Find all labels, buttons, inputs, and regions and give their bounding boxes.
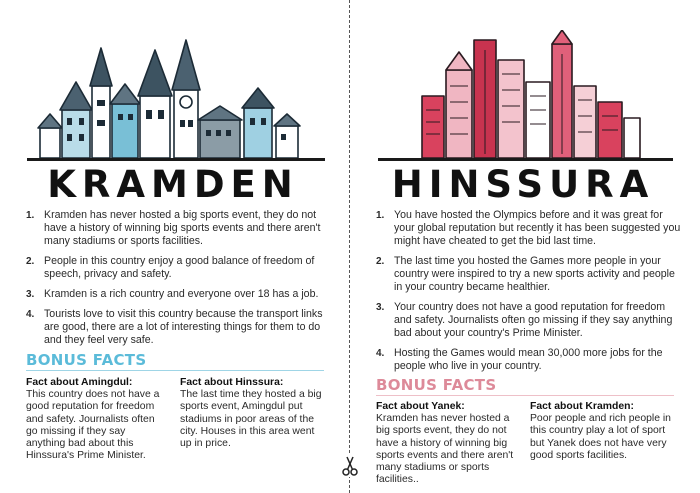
country-title: KRAMDEN	[47, 163, 299, 206]
fact-text: Kramden is a rich country and everyone over 18 has a job.	[44, 288, 319, 300]
hinssura-card	[350, 0, 700, 493]
bonus-divider	[376, 395, 674, 396]
country-title: HINSSURA	[391, 163, 655, 206]
fact-text: Tourists love to visit this country because the transport links are good, there are a lot of interesting things for them to do and they feel very safe.	[44, 308, 323, 346]
fact-item: 4. Tourists love to visit this country because the transport links are good, there are a lot of interesting things for them to do and they feel very safe.	[26, 308, 323, 346]
fact-item: 3. Your country does not have a good reputation for freedom and safety. Journalists often go missing if they say anything bad about your country's Prime Minister.	[376, 301, 673, 339]
fact-text: The last time you hosted the Games more people in your country were inspired to try a new sports activity and people in your country became healthier.	[394, 255, 675, 293]
bonus-fact-heading: Fact about Amingdul:	[26, 377, 133, 388]
fact-item: 1. You have hosted the Olympics before and it was great for your global reputation but recently it has been suggested you might have cheated to get the bid last time.	[376, 209, 681, 247]
bonus-fact-text: Poor people and rich people in this country play a lot of sport but Yanek does not have very good sports facilities.	[530, 413, 671, 461]
bonus-fact-text: The last time they hosted a big sports event, Amingdul put stadiums in poor areas of the city. Houses in this area went up in price.	[180, 389, 322, 450]
bonus-divider	[26, 370, 324, 371]
fact-item: 3. Kramden is a rich country and everyone over 18 has a job.	[26, 288, 319, 300]
bonus-fact	[26, 377, 166, 462]
bonus-fact-heading: Fact about Kramden:	[530, 401, 634, 412]
modern-city-skyline-illustration	[350, 30, 700, 160]
bonus-facts-title: BONUS FACTS	[376, 376, 497, 394]
fact-item: 2. People in this country enjoy a good balance of freedom of speech, privacy and safety.	[26, 255, 315, 280]
fact-text: You have hosted the Olympics before and it was great for your global reputation but recently it has been suggested you might have cheated to get the bid last time.	[394, 209, 681, 247]
skyline-ground-line	[378, 158, 673, 161]
fact-item: 2. The last time you hosted the Games more people in your country were inspired to try a new sports activity and people in your country became healthier.	[376, 255, 675, 293]
bonus-fact-text: Kramden has never hosted a big sports event, they do not have a history of winning big sports events and there aren't many stadiums or sports facilities..	[376, 413, 514, 486]
fact-text: Kramden has never hosted a big sports event, they do not have a history of winning big sports events and there aren't many stadiums or sports facilities.	[44, 209, 321, 247]
fact-item: 4. Hosting the Games would mean 30,000 more jobs for the people who live in your country.	[376, 347, 663, 372]
bonus-fact	[530, 401, 675, 462]
fact-item: 1. Kramden has never hosted a big sports event, they do not have a history of winning big sports events and there aren't many stadiums or sports facilities.	[26, 209, 321, 247]
fact-text: Hosting the Games would mean 30,000 more jobs for the people who live in your country.	[394, 347, 663, 372]
bonus-fact-heading: Fact about Hinssura:	[180, 377, 284, 388]
fact-list	[26, 209, 331, 354]
bonus-fact	[376, 401, 514, 486]
bonus-fact-text: This country does not have a good reputation for freedom and safety. Journalists often go missing if they say anything bad about this Hinssura's Prime Minister.	[26, 389, 160, 462]
bonus-facts-title: BONUS FACTS	[26, 351, 147, 369]
skyline-ground-line	[27, 158, 325, 161]
fact-text: Your country does not have a good reputation for freedom and safety. Journalists often go missing if they say anything bad about your country's Prime Minister.	[394, 301, 673, 339]
old-town-skyline-illustration	[0, 30, 350, 160]
fact-list	[376, 209, 682, 380]
bonus-fact-heading: Fact about Yanek:	[376, 401, 465, 412]
fact-text: People in this country enjoy a good balance of freedom of speech, privacy and safety.	[44, 255, 315, 280]
bonus-fact	[180, 377, 328, 450]
